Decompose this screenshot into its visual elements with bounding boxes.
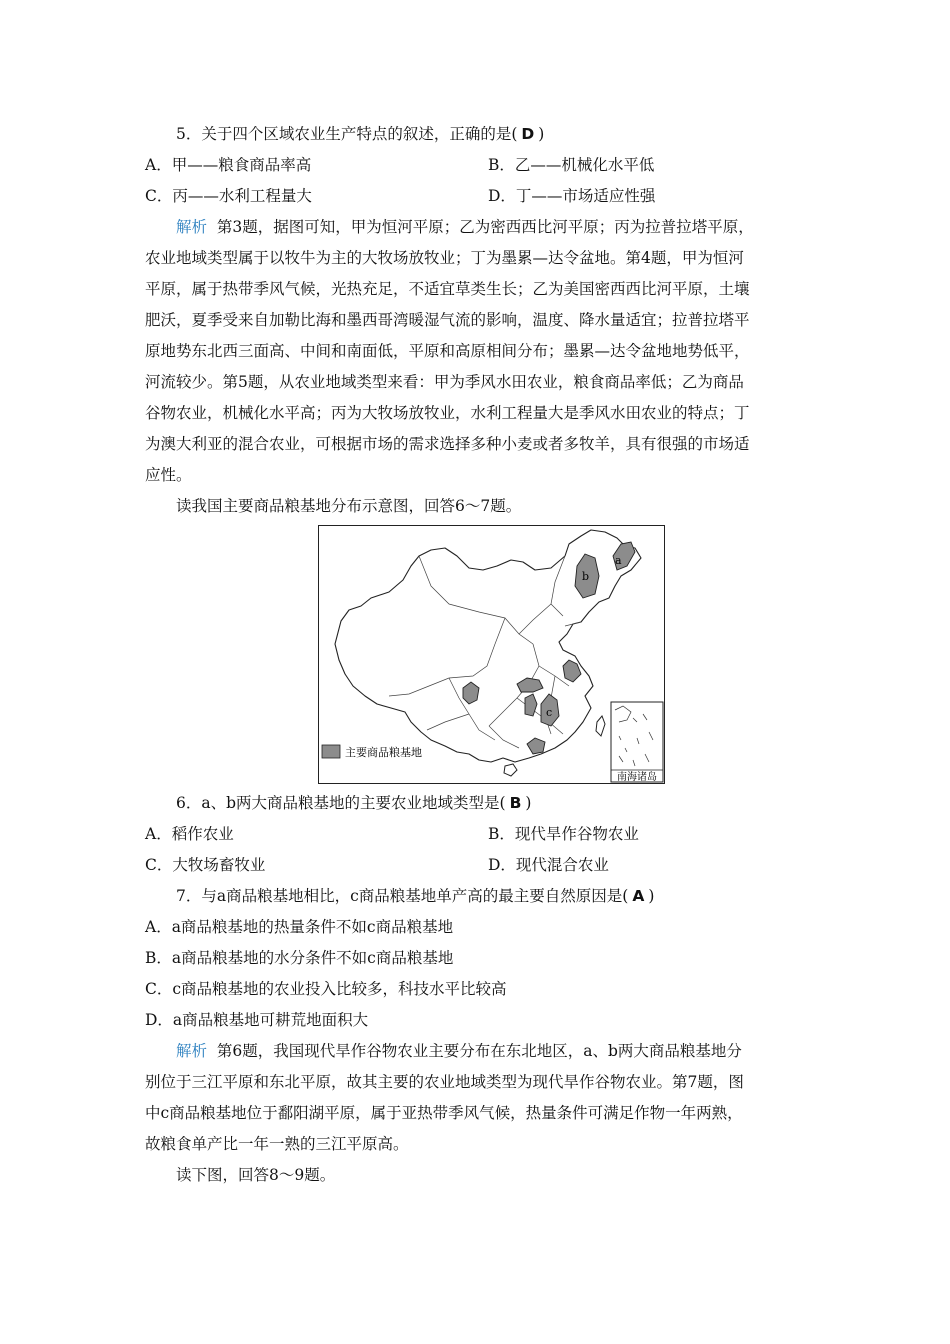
grain-base-taihu: [563, 660, 581, 682]
q6-option-a: A．稻作农业: [145, 825, 234, 843]
analysis2-line-0: 解析 第6题，我国现代旱作谷物农业主要分布在东北地区，a、b两大商品粮基地分: [176, 1042, 742, 1060]
commodity-grain-base-map: [318, 525, 665, 784]
analysis2-line-3: 故粮食单产比一年一熟的三江平原高。: [145, 1135, 409, 1153]
taiwan-island: [596, 716, 605, 736]
grain-base-a-label: a: [615, 554, 622, 567]
analysis1-line-3: 肥沃，夏季受来自加勒比海和墨西哥湾暖湿气流的影响，温度、降水量适宜；拉普拉塔平: [145, 311, 750, 329]
q6-option-d: D．现代混合农业: [488, 856, 609, 874]
q7-stem: 7．与a商品粮基地相比，c商品粮基地单产高的最主要自然原因是( A ): [176, 887, 655, 905]
grain-base-sichuan: [463, 682, 479, 704]
q7-option-d: D．a商品粮基地可耕荒地面积大: [145, 1011, 369, 1029]
grain-base-jianghan: [525, 694, 537, 716]
grain-bases: [463, 542, 635, 754]
intro-8-9: 读下图，回答8～9题。: [176, 1166, 336, 1184]
q5-option-c: C．丙——水利工程量大: [145, 187, 312, 205]
q6-option-b: B．现代旱作谷物农业: [488, 825, 639, 843]
analysis2-line-1: 别位于三江平原和东北平原，故其主要的农业地域类型为现代旱作谷物农业。第7题，图: [145, 1073, 744, 1091]
q5-option-b: B．乙——机械化水平低: [488, 156, 655, 174]
q7-option-b: B．a商品粮基地的水分条件不如c商品粮基地: [145, 949, 454, 967]
analysis2-line-2: 中c商品粮基地位于鄱阳湖平原，属于亚热带季风气候，热量条件可满足作物一年两熟，: [145, 1104, 743, 1122]
grain-base-b-label: b: [582, 570, 590, 583]
q6-stem: 6．a、b两大商品粮基地的主要农业地域类型是( B ): [176, 794, 532, 812]
q6-answer: B: [509, 794, 522, 812]
analysis1-line-8: 应性。: [145, 466, 192, 484]
legend-swatch: [322, 745, 340, 758]
grain-base-dongting: [517, 678, 543, 692]
analysis1-line-1: 农业地域类型属于以牧牛为主的大牧场放牧业；丁为墨累—达令盆地。第4题，甲为恒河: [145, 249, 744, 267]
analysis1-line-7: 为澳大利亚的混合农业，可根据市场的需求选择多种小麦或者多牧羊，具有很强的市场适: [145, 435, 750, 453]
q7-option-a: A．a商品粮基地的热量条件不如c商品粮基地: [145, 918, 454, 936]
analysis1-line-6: 谷物农业，机械化水平高；丙为大牧场放牧业，水利工程量大是季风水田农业的特点；丁: [145, 404, 750, 422]
q5-option-d: D．丁——市场适应性强: [488, 187, 656, 205]
grain-base-c-label: c: [546, 706, 553, 719]
q5-option-a: A．甲——粮食商品率高: [145, 156, 312, 174]
analysis1-line-5: 河流较少。第5题，从农业地域类型来看：甲为季风水田农业，粮食商品率低；乙为商品: [145, 373, 744, 391]
q7-option-c: C．c商品粮基地的农业投入比较多，科技水平比较高: [145, 980, 507, 998]
legend-label: 主要商品粮基地: [345, 746, 422, 759]
q6-option-c: C．大牧场畜牧业: [145, 856, 266, 874]
hainan-island: [504, 764, 517, 776]
grain-base-pearl-river: [527, 738, 545, 754]
q5-stem: 5．关于四个区域农业生产特点的叙述，正确的是( D ): [176, 125, 545, 143]
china-map-svg: [319, 526, 664, 783]
analysis1-line-4: 原地势东北西三面高、中间和南面低，平原和高原相间分布；墨累—达令盆地地势低平，: [145, 342, 750, 360]
analysis1-line-2: 平原，属于热带季风气候，光热充足，不适宜草类生长；乙为美国密西西比河平原，土壤: [145, 280, 750, 298]
q7-answer: A: [632, 887, 645, 905]
q5-answer: D: [521, 125, 535, 143]
analysis2-label: 解析: [176, 1042, 208, 1060]
analysis1-line-0: 解析 第3题，据图可知，甲为恒河平原；乙为密西西比河平原；丙为拉普拉塔平原，: [176, 218, 754, 236]
intro-6-7: 读我国主要商品粮基地分布示意图，回答6～7题。: [176, 497, 522, 515]
analysis1-label: 解析: [176, 218, 208, 236]
inset-label: 南海诸岛: [617, 772, 657, 783]
